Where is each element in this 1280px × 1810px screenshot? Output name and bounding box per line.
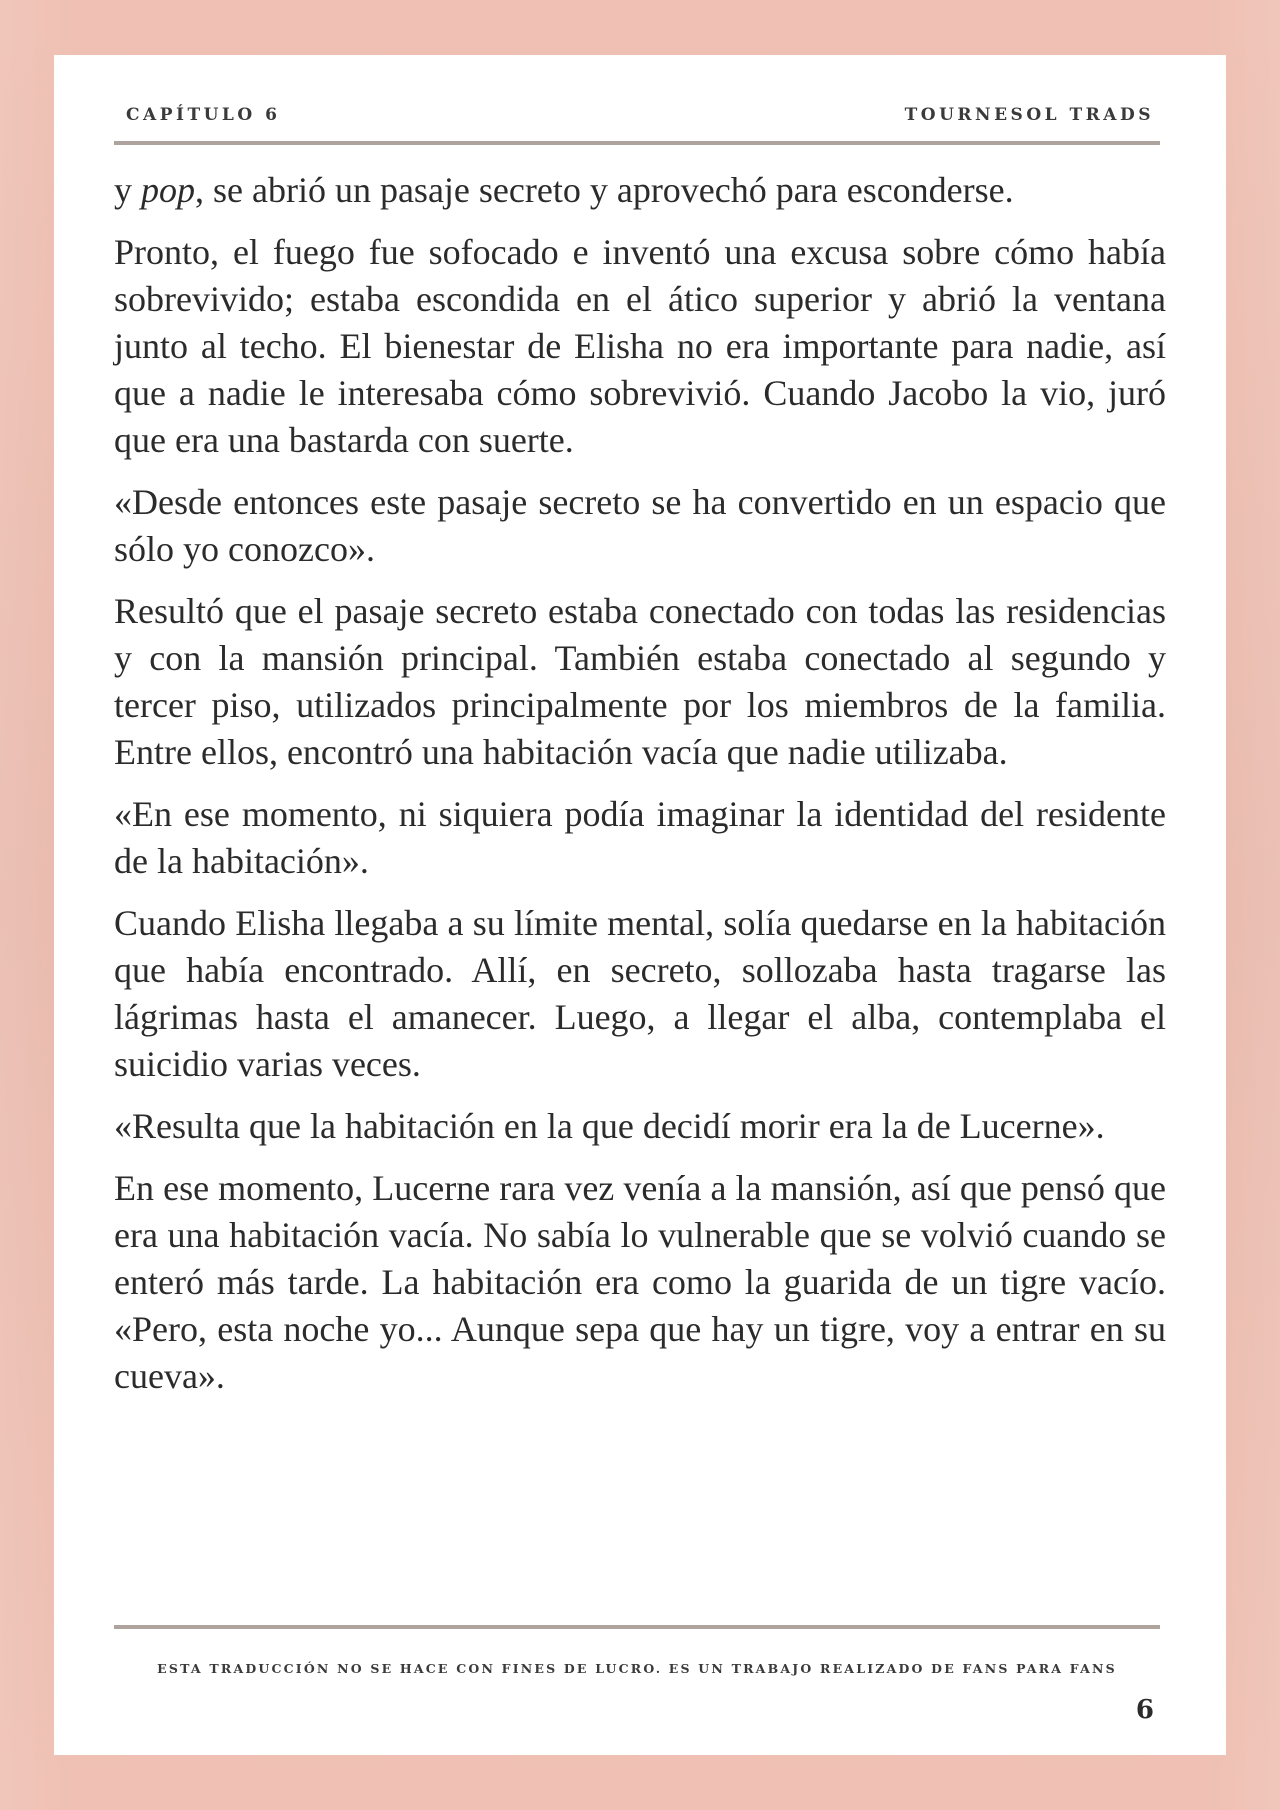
- paragraph-5: «En ese momento, ni siquiera podía imaginar la identidad del residente de la habitación».: [114, 794, 1166, 881]
- paragraph-1: y pop, se abrió un pasaje secreto y aprovechó para esconderse.: [114, 170, 1014, 210]
- paragraph-3: «Desde entonces este pasaje secreto se ha convertido en un espacio que sólo yo conozco».: [114, 482, 1166, 569]
- paragraph-8: En ese momento, Lucerne rara vez venía a la mansión, así que pensó que era una habitación vacía. No sabía lo vulnerable que se volvió cuando se enteró más tarde. La habitación era como la guarida de un tigre vacío. «Pero, esta noche yo... Aunque sepa que hay un tigre, voy a entrar en su cueva».: [114, 1168, 1166, 1396]
- body-text: [114, 167, 1166, 1415]
- paragraph-6: Cuando Elisha llegaba a su límite mental, solía quedarse en la habitación que había encontrado. Allí, en secreto, sollozaba hasta tragarse las lágrimas hasta el amanecer. Luego, a llegar el alba, contemplaba el suicidio varias veces.: [114, 903, 1166, 1084]
- footer-disclaimer: ESTA TRADUCCIÓN NO SE HACE CON FINES DE LUCRO. ES UN TRABAJO REALIZADO DE FANS PARA FANS: [157, 1661, 1117, 1676]
- header-divider: [114, 141, 1160, 145]
- page-number: 6: [1135, 1695, 1154, 1725]
- paragraph-2: Pronto, el fuego fue sofocado e inventó una excusa sobre cómo había sobrevivido; estaba escondida en el ático superior y abrió la ventana junto al techo. El bienestar de Elisha no era importante para nadie, así que a nadie le interesaba cómo sobrevivió. Cuando Jacobo la vio, juró que era una bastarda con suerte.: [114, 232, 1166, 460]
- footer-divider: [114, 1625, 1160, 1629]
- paragraph-4: Resultó que el pasaje secreto estaba conectado con todas las residencias y con la mansión principal. También estaba conectado al segundo y tercer piso, utilizados principalmente por los miembros de la familia. Entre ellos, encontró una habitación vacía que nadie utilizaba.: [114, 591, 1166, 772]
- chapter-label: CAPÍTULO 6: [126, 105, 281, 125]
- page-header: [126, 105, 1154, 125]
- paragraph-7: «Resulta que la habitación en la que decidí morir era la de Lucerne».: [114, 1106, 1105, 1146]
- group-label: TOURNESOL TRADS: [904, 105, 1154, 125]
- emphasis-pop: pop: [141, 170, 195, 210]
- document-page: [54, 55, 1226, 1755]
